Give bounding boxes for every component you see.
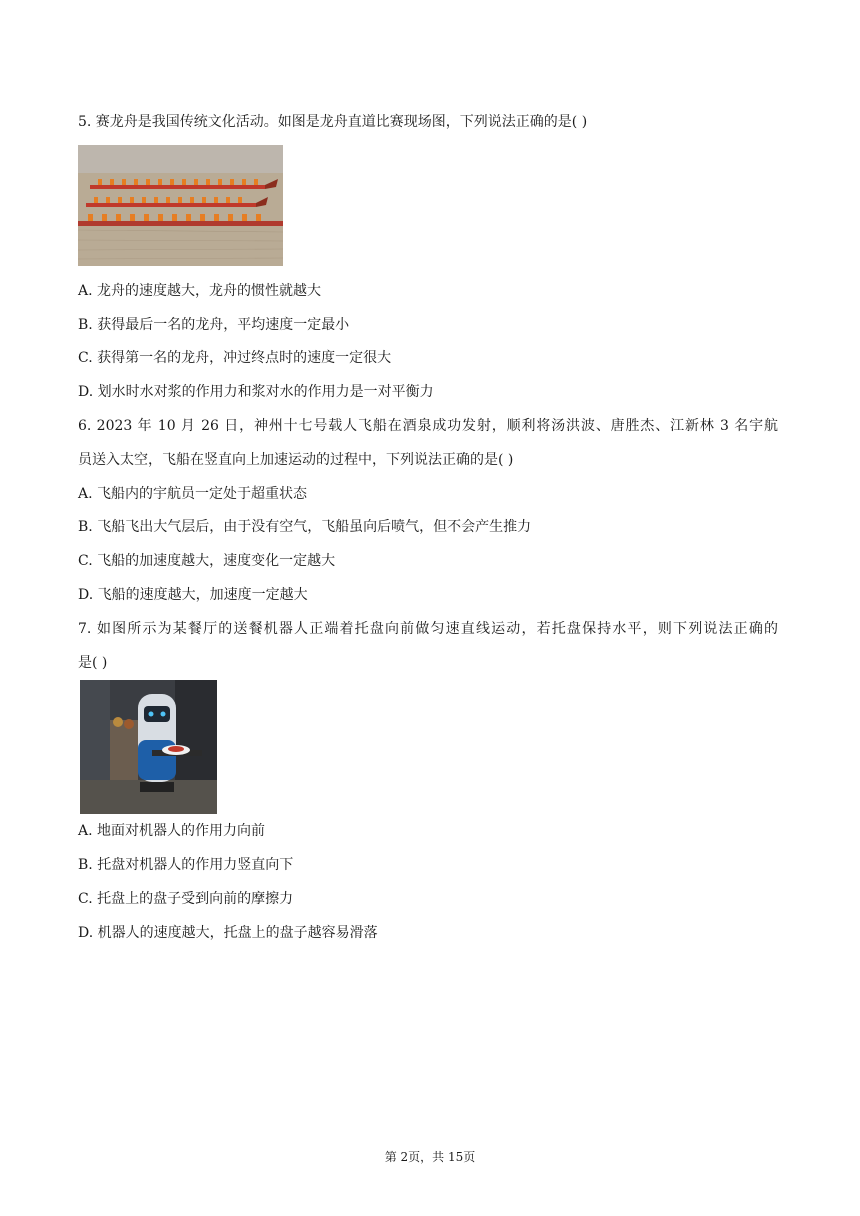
dragon-boat-race-photo <box>78 145 283 266</box>
q6-option-a: A. 飞船内的宇航员一定处于超重状态 <box>78 486 308 502</box>
q5-option-b: B. 获得最后一名的龙舟，平均速度一定最小 <box>78 317 350 333</box>
page-number: 第 2页，共 15页 <box>384 1150 476 1164</box>
q7-option-c: C. 托盘上的盘子受到向前的摩擦力 <box>78 891 294 907</box>
q6-stem-line1: 6. 2023 年 10 月 26 日，神州十七号载人飞船在酒泉成功发射，顺利将汤洪波、唐胜杰、江新林 3 名宇航 <box>78 418 778 434</box>
q5-option-c: C. 获得第一名的龙舟，冲过终点时的速度一定很大 <box>78 350 392 366</box>
q7-option-d: D. 机器人的速度越大，托盘上的盘子越容易滑落 <box>78 925 378 941</box>
delivery-robot-illustration <box>80 680 217 814</box>
q6-stem-line2: 员送入太空，飞船在竖直向上加速运动的过程中，下列说法正确的是( ) <box>78 452 514 468</box>
q6-option-c: C. 飞船的加速度越大，速度变化一定越大 <box>78 553 336 569</box>
q5-option-a: A. 龙舟的速度越大，龙舟的惯性就越大 <box>78 283 322 299</box>
q7-option-a: A. 地面对机器人的作用力向前 <box>78 823 266 839</box>
q6-option-b: B. 飞船飞出大气层后，由于没有空气，飞船虽向后喷气，但不会产生推力 <box>78 519 532 535</box>
delivery-robot-photo <box>80 680 217 814</box>
q7-option-b: B. 托盘对机器人的作用力竖直向下 <box>78 857 294 873</box>
q7-stem-line1: 7. 如图所示为某餐厅的送餐机器人正端着托盘向前做匀速直线运动，若托盘保持水平，则下列说法正确的 <box>78 621 778 637</box>
q5-stem: 5. 赛龙舟是我国传统文化活动。如图是龙舟直道比赛现场图，下列说法正确的是( ) <box>78 114 588 130</box>
q6-option-d: D. 飞船的速度越大，加速度一定越大 <box>78 587 308 603</box>
q5-option-d: D. 划水时水对浆的作用力和浆对水的作用力是一对平衡力 <box>78 384 434 400</box>
q7-stem-line2: 是( ) <box>78 655 108 671</box>
dragon-boat-illustration <box>78 145 283 266</box>
